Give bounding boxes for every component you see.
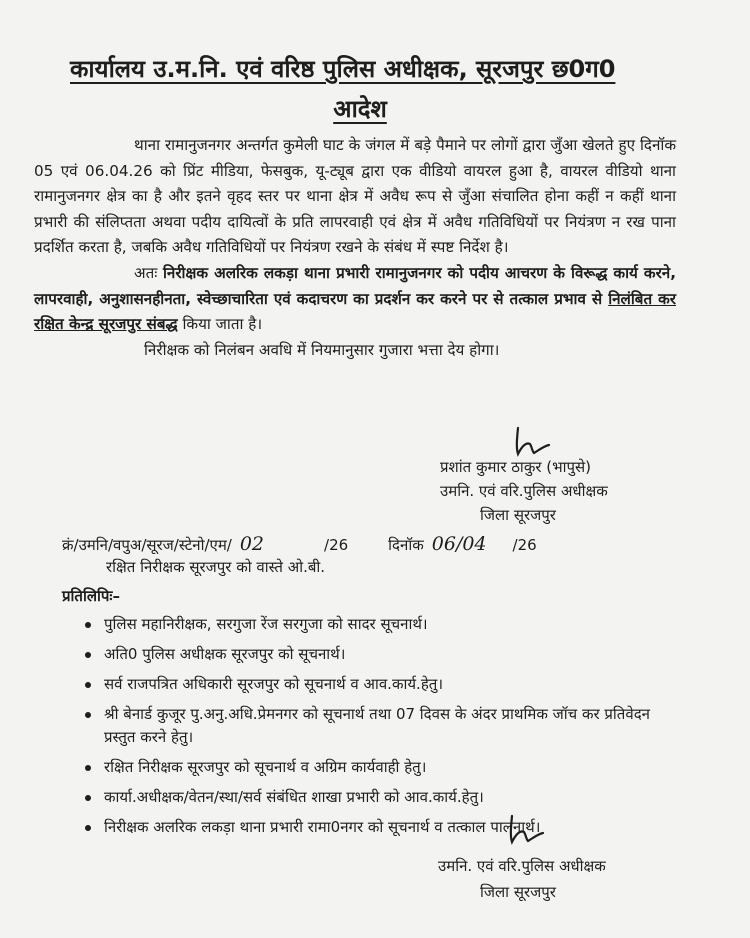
footer-designation: उमनि. एवं वरि.पुलिस अधीक्षक bbox=[438, 857, 606, 875]
paragraph-2-suffix: किया जाता है। bbox=[177, 315, 263, 334]
paragraph-3: निरीक्षक को निलंबन अवधि में नियमानुसार गुजारा भत्ता देय होगा। bbox=[144, 340, 500, 359]
footer-signature-mark bbox=[506, 812, 546, 846]
suspension-clause: निलंबित कर रक्षित केन्द्र सूरजपुर संबद्ध bbox=[34, 289, 676, 334]
signatory-designation: उमनि. एवं वरि.पुलिस अधीक्षक bbox=[440, 482, 608, 500]
copy-item: रक्षित निरीक्षक सूरजपुर को सूचनार्थ व अग्रिम कार्यवाही हेतु। bbox=[82, 756, 682, 779]
signatory-name: प्रशांत कुमार ठाकुर (भापुसे) bbox=[440, 458, 592, 476]
copy-item: सर्व राजपत्रित अधिकारी सूरजपुर को सूचनार्थ व आव.कार्य.हेतु। bbox=[82, 673, 682, 696]
footer-signatory bbox=[438, 853, 606, 905]
paragraph-2 bbox=[34, 261, 676, 338]
copy-list bbox=[82, 606, 682, 839]
footer-district: जिला सूरजपुर bbox=[480, 883, 556, 901]
paragraph-2-prefix: अतः bbox=[134, 263, 163, 282]
paragraph-1: थाना रामानुजनगर अन्तर्गत कुमेली घाट के जंगल में बड़े पैमाने पर लोगों द्वारा जुँआ खेलते हुए दिनॉक 05 एवं 06.04.26 को प्रिंट मीडिया, फेसबुक, यू-ट्यूब द्वारा एक वीडियो वायरल हुआ है, वायरल वीडियो थाना रामानुजनगर क्षेत्र का है और इतने वृहद स्तर पर थाना क्षेत्र में अवैध रूप से जुँआ संचालित होना कहीं न कहीं थाना प्रभारी की संलिप्तता अथवा पदीय दायित्वों के प्रति लापरवाही एवं क्षेत्र में अवैध गतिविधियों पर नियंत्रण न रख पाना प्रदर्शित करता है, जबकि अवैध गतिविधियों पर नियंत्रण रखने के संबंध में स्पष्ट निर्देश है। bbox=[34, 136, 676, 257]
signatory-district: जिला सूरजपुर bbox=[480, 506, 556, 524]
reference-number: 02 bbox=[239, 533, 265, 555]
signature-mark bbox=[512, 424, 552, 458]
paragraph-2-bold: निरीक्षक अलरिक लकड़ा थाना प्रभारी रामानुजनगर को पदीय आचरण के विरूद्ध कार्य करने, लापरवाही, अनुशासनहीनता, स्वेच्छाचारिता एवं कदाचरण का प्रदर्शन कर करने पर से तत्काल प्रभाव से bbox=[34, 263, 676, 308]
order-title: आदेश bbox=[333, 95, 387, 123]
signatory-block bbox=[440, 455, 608, 527]
reference-line bbox=[62, 533, 537, 555]
date-year: /26 bbox=[512, 536, 537, 554]
order-body bbox=[34, 133, 676, 363]
date-label: दिनॉक bbox=[388, 536, 424, 554]
copy-item: श्री बेनार्ड कुजूर पु.अनु.अधि.प्रेमनगर को सूचनार्थ तथा 07 दिवस के अंदर प्राथमिक जॉच कर प्रतिवेदन प्रस्तुत करने हेतु। bbox=[82, 703, 682, 749]
reference-prefix: क्रं/उमनि/वपुअ/सूरज/स्टेनो/एम/ bbox=[62, 536, 232, 554]
copy-item: पुलिस महानिरीक्षक, सरगुजा रेंज सरगुजा को सादर सूचनार्थ। bbox=[82, 613, 682, 636]
reference-year: /26 bbox=[324, 536, 349, 554]
office-heading: कार्यालय उ.म.नि. एवं वरिष्ठ पुलिस अधीक्षक, सूरजपुर छ0ग0 bbox=[70, 55, 616, 83]
copy-item: कार्या.अधीक्षक/वेतन/स्था/सर्व संबंधित शाखा प्रभारी को आव.कार्य.हेतु। bbox=[82, 786, 682, 809]
copy-label: प्रतिलिपिः– bbox=[62, 587, 120, 605]
date-value: 06/04 bbox=[431, 533, 487, 555]
copy-item: अति0 पुलिस अधीक्षक सूरजपुर को सूचनार्थ। bbox=[82, 643, 682, 666]
copy-item: निरीक्षक अलरिक लकड़ा थाना प्रभारी रामा0नगर को सूचनार्थ व तत्काल पालनार्थ। bbox=[82, 816, 682, 839]
reference-recipient: रक्षित निरीक्षक सूरजपुर को वास्ते ओ.बी. bbox=[106, 558, 326, 576]
